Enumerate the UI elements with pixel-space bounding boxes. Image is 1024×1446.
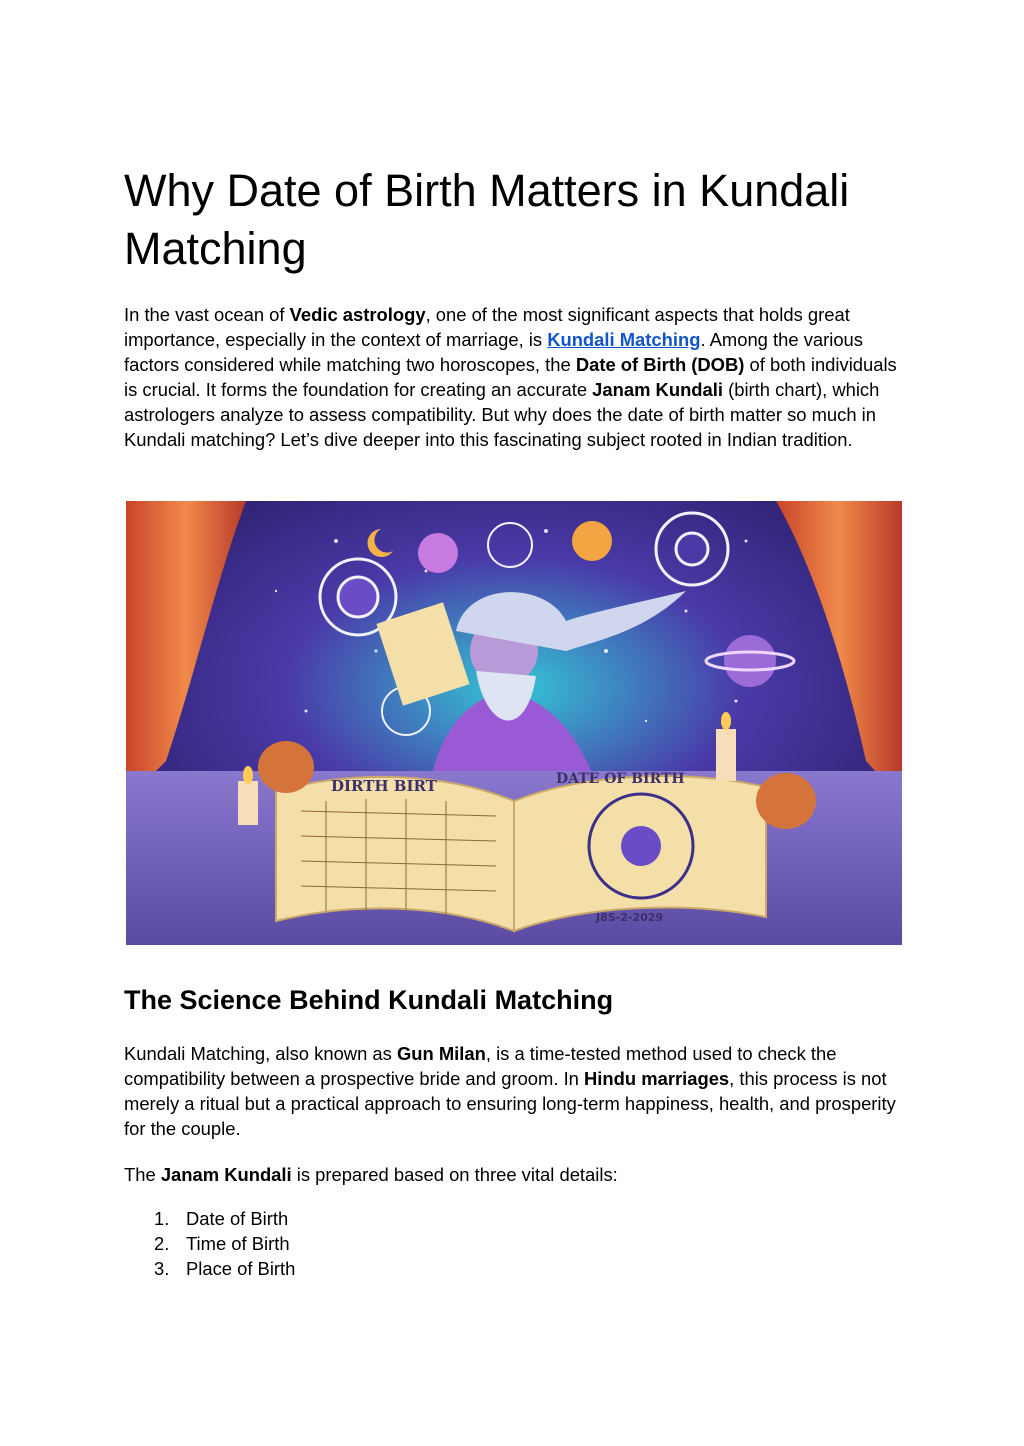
janam-kundali-paragraph bbox=[124, 1162, 904, 1187]
intro-paragraph bbox=[124, 302, 904, 452]
intro-text: . Among the various factors considered while matching two horoscopes, the bbox=[124, 329, 863, 375]
list-item-text: Time of Birth bbox=[186, 1233, 290, 1254]
left-book-heading: DIRTH BIRT bbox=[331, 777, 437, 795]
right-book-heading: DATE OF BIRTH bbox=[556, 771, 685, 787]
para-text: Kundali Matching, also known as bbox=[124, 1043, 397, 1064]
intro-text: of both individuals is crucial. It forms the foundation for creating an accurate bbox=[124, 354, 897, 400]
page-title: Why Date of Birth Matters in Kundali Matching bbox=[124, 165, 850, 274]
date-text: J8S-2-2029 bbox=[596, 911, 664, 924]
list-number: 3. bbox=[154, 1258, 170, 1279]
vital-details-list bbox=[124, 1206, 295, 1281]
janam-kundali-bold: Janam Kundali bbox=[592, 379, 723, 400]
list-item bbox=[124, 1256, 295, 1281]
gun-milan-paragraph bbox=[124, 1041, 904, 1141]
para-text: , is a time-tested method used to check the compatibility between a prospective bride and groom. In bbox=[124, 1043, 837, 1089]
kundali-matching-link[interactable]: Kundali Matching bbox=[547, 329, 701, 350]
hindu-marriages-bold: Hindu marriages bbox=[584, 1068, 730, 1089]
list-item-text: Place of Birth bbox=[186, 1258, 296, 1279]
para-text: is prepared based on three vital details: bbox=[291, 1164, 618, 1185]
list-item-text: Date of Birth bbox=[186, 1208, 289, 1229]
list-item bbox=[124, 1206, 295, 1231]
section-heading: The Science Behind Kundali Matching bbox=[124, 985, 614, 1015]
intro-text: In the vast ocean of bbox=[124, 304, 290, 325]
para-text: , this process is not merely a ritual but a practical approach to ensuring long-term happiness, health, and prosperity for the couple. bbox=[124, 1068, 896, 1139]
list-item bbox=[124, 1231, 295, 1256]
astrologer-illustration bbox=[126, 501, 902, 945]
list-number: 2. bbox=[154, 1233, 170, 1254]
intro-text: , one of the most significant aspects that holds great importance, especially in the context of marriage, is bbox=[124, 304, 850, 350]
gun-milan-bold: Gun Milan bbox=[396, 1043, 486, 1064]
intro-text: (birth chart), which astrologers analyze to assess compatibility. But why does the date of birth matter so much in Kundali matching? Let’s dive deeper into this fascinating subject rooted in Indian tradition. bbox=[124, 379, 880, 450]
para-text: The bbox=[124, 1164, 161, 1185]
vedic-astrology-bold: Vedic astrology bbox=[289, 304, 426, 325]
janam-kundali-bold: Janam Kundali bbox=[160, 1164, 292, 1185]
dob-bold: Date of Birth (DOB) bbox=[575, 354, 745, 375]
list-number: 1. bbox=[154, 1208, 170, 1229]
